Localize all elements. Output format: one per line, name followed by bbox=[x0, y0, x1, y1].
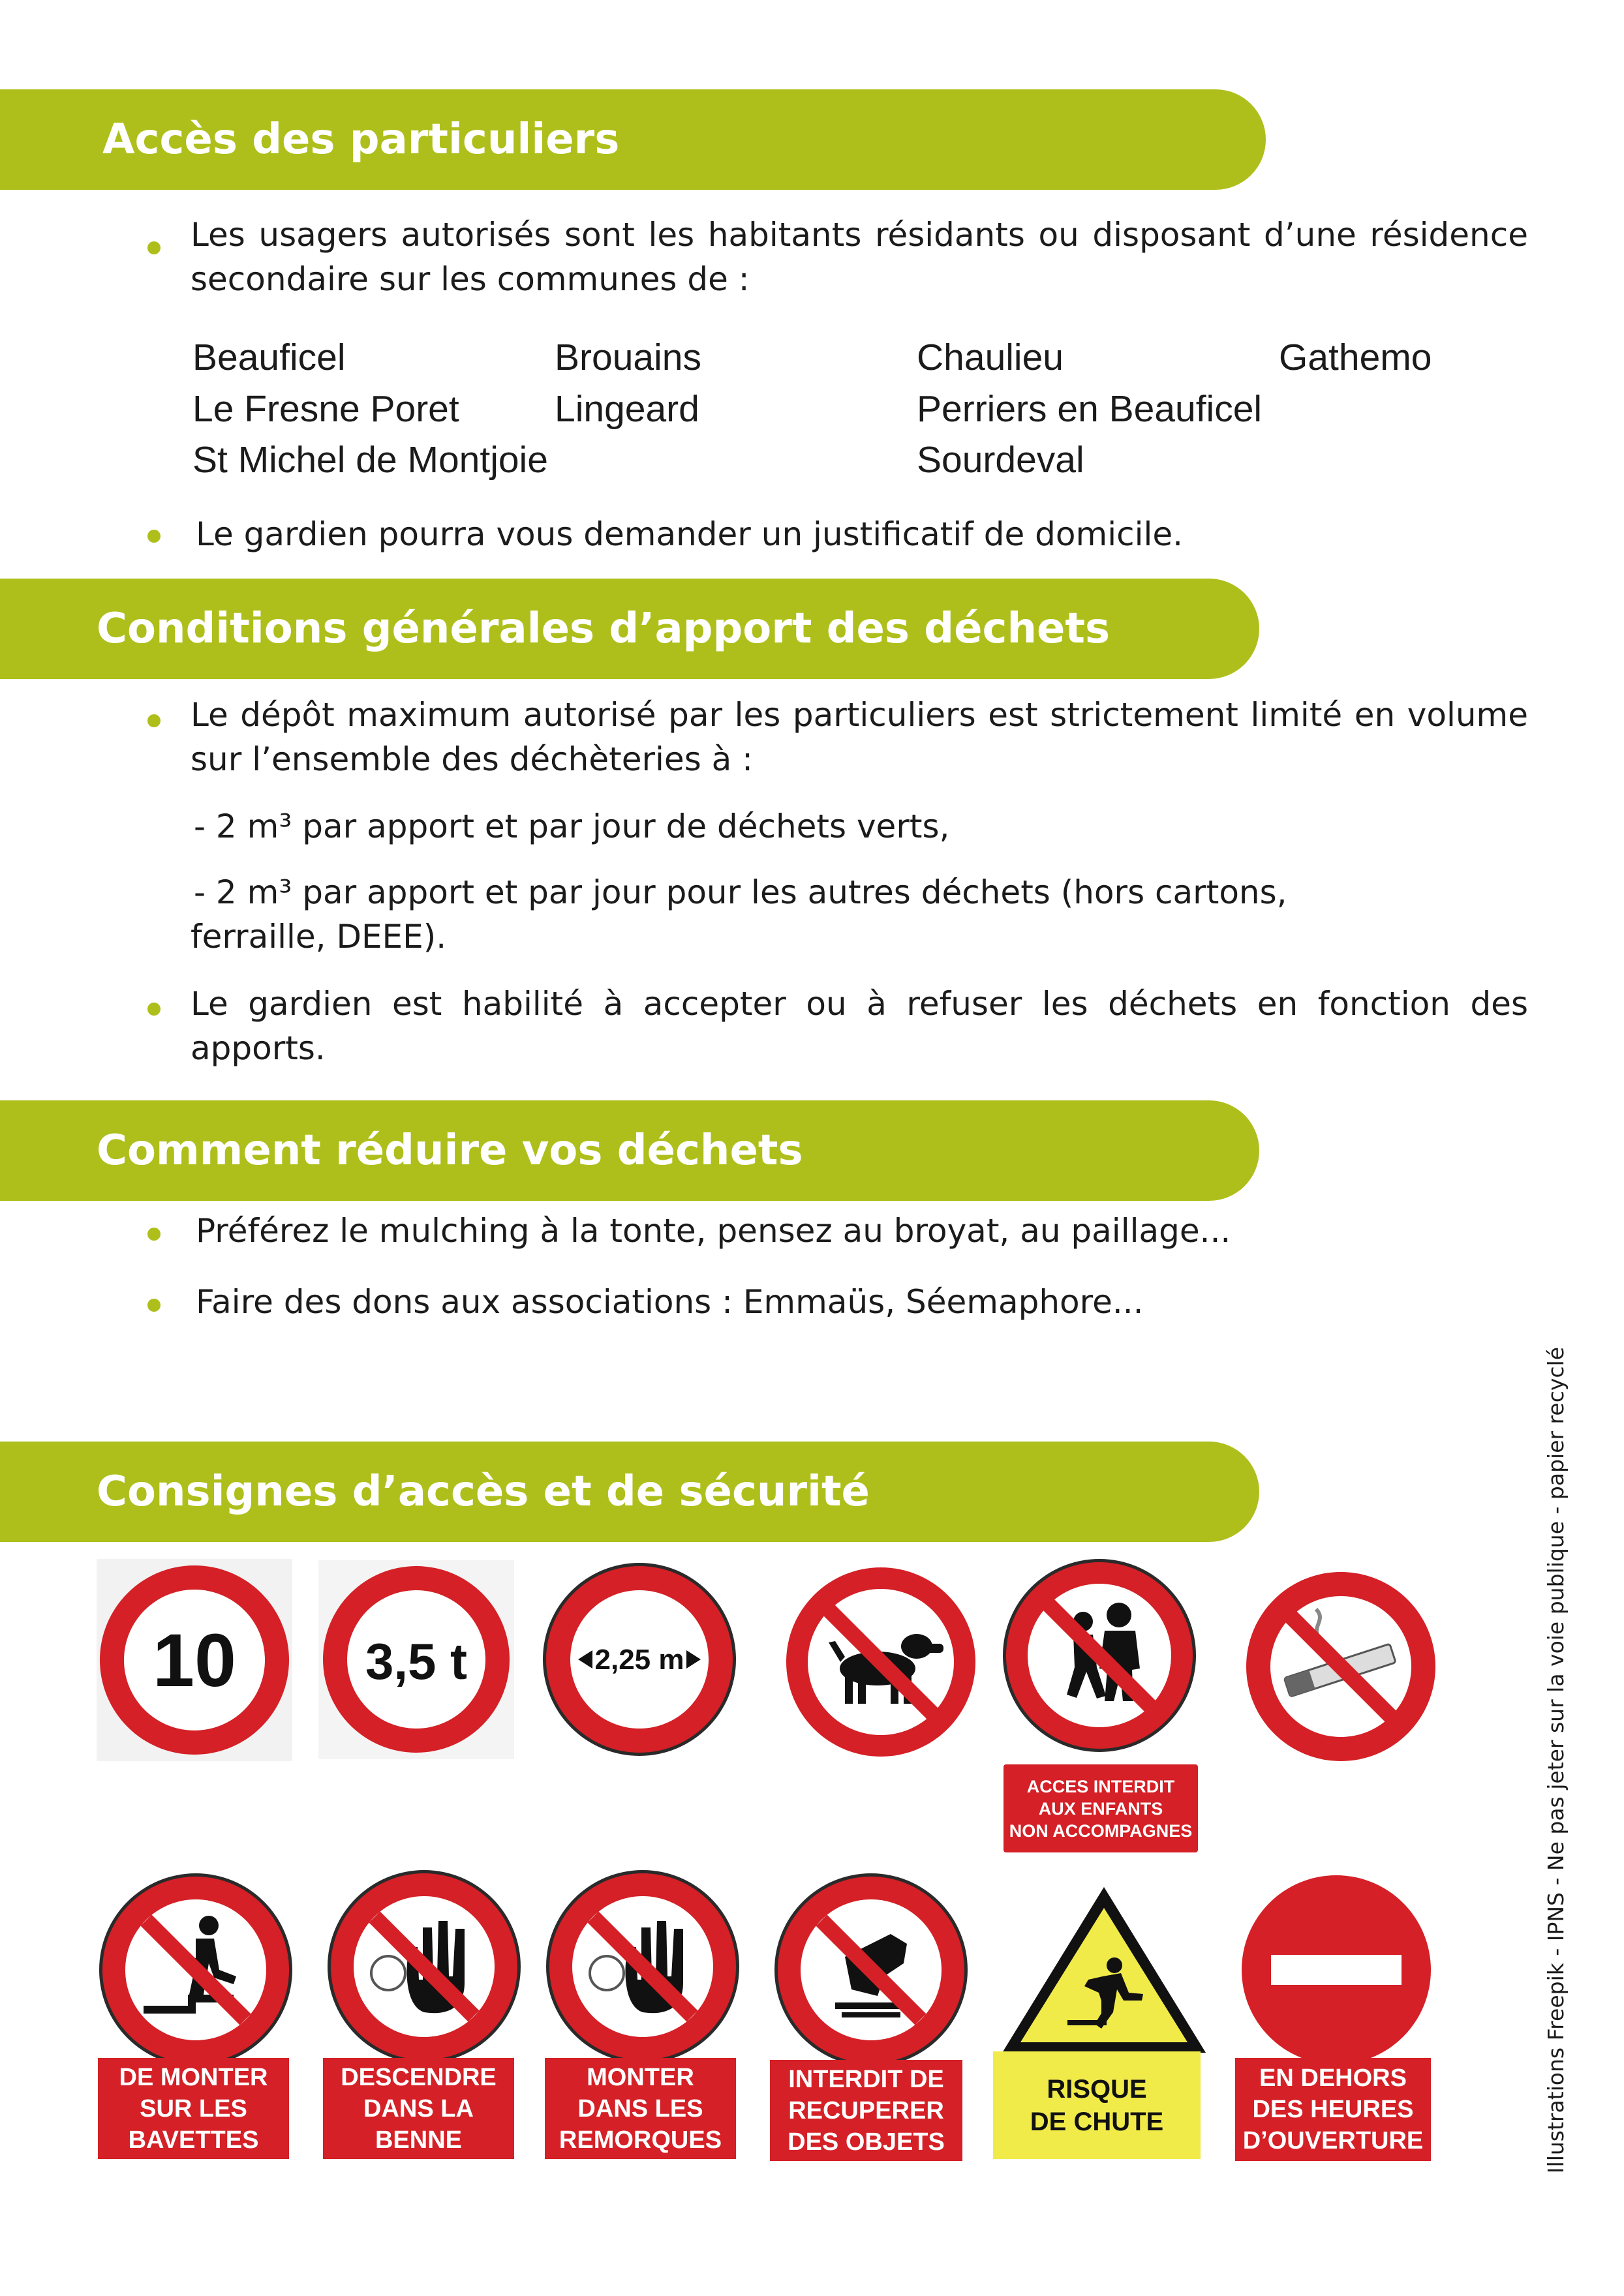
credit-text: Illustrations Freepik - IPNS - Ne pas jeter sur la voie publique - papier recyclé bbox=[1543, 1347, 1569, 2174]
paragraph: Préférez le mulching à la tonte, pensez au broyat, au paillage... bbox=[196, 1212, 1231, 1250]
section-title: Consignes d’accès et de sécurité bbox=[97, 1468, 870, 1516]
no-picking-sign-icon bbox=[773, 1872, 969, 2068]
section-banner-consignes bbox=[0, 1442, 1259, 1542]
sign-label: MONTER DANS LES REMORQUES bbox=[545, 2058, 736, 2159]
sign-label: DE MONTER SUR LES BAVETTES bbox=[98, 2058, 289, 2159]
no-dogs-sign-icon bbox=[783, 1564, 979, 1760]
bullet-icon bbox=[147, 1228, 161, 1241]
no-smoking-sign-icon bbox=[1243, 1569, 1439, 1764]
section-title: Accès des particuliers bbox=[102, 115, 620, 164]
section-title: Conditions générales d’apport des déchets bbox=[97, 605, 1111, 653]
stop-hand-sign-icon bbox=[326, 1869, 522, 2064]
speed-value: 10 bbox=[153, 1619, 236, 1702]
bullet-icon bbox=[147, 714, 161, 727]
no-children-sign-icon bbox=[1002, 1558, 1197, 1753]
commune: Brouains bbox=[555, 337, 701, 378]
commune: St Michel de Montjoie bbox=[192, 439, 548, 481]
commune: Beauficel bbox=[192, 337, 346, 378]
no-climbing-sign-icon bbox=[98, 1872, 294, 2068]
commune: Lingeard bbox=[555, 388, 699, 430]
commune: Sourdeval bbox=[917, 439, 1084, 481]
sign-label: DESCENDRE DANS LA BENNE bbox=[323, 2058, 514, 2159]
volume-line: - 2 m³ par apport et par jour pour les autres déchets (hors cartons, bbox=[194, 873, 1287, 911]
volume-line: - 2 m³ par apport et par jour de déchets verts, bbox=[194, 808, 950, 845]
children-label: ACCES INTERDIT AUX ENFANTS NON ACCOMPAGNES bbox=[1004, 1764, 1198, 1852]
paragraph: Le dépôt maximum autorisé par les particuliers est strictement limité en volume sur l’ensemble des déchèteries à : bbox=[191, 696, 1528, 778]
bullet-icon bbox=[147, 1003, 161, 1016]
stop-hand-sign-icon bbox=[545, 1869, 741, 2064]
weight-value: 3,5 t bbox=[365, 1633, 468, 1690]
fall-hazard-sign-icon bbox=[998, 1882, 1210, 2058]
sign-label: INTERDIT DE RECUPERER DES OBJETS bbox=[770, 2060, 962, 2161]
bullet-icon bbox=[147, 1299, 161, 1312]
bullet-icon bbox=[147, 530, 161, 543]
paragraph: Le gardien est habilité à accepter ou à refuser les déchets en fonction des apports. bbox=[191, 985, 1528, 1067]
commune: Gathemo bbox=[1279, 337, 1432, 378]
paragraph: Les usagers autorisés sont les habitants résidants ou disposant d’une résidence secondaire sur les communes de : bbox=[191, 216, 1528, 298]
weight-limit-sign-icon bbox=[318, 1560, 514, 1759]
speed-limit-sign-icon bbox=[97, 1559, 292, 1761]
commune: Le Fresne Poret bbox=[192, 388, 459, 430]
commune: Chaulieu bbox=[917, 337, 1064, 378]
section-banner-conditions bbox=[0, 579, 1259, 679]
sign-label: EN DEHORS DES HEURES D’OUVERTURE bbox=[1235, 2058, 1431, 2161]
section-banner-reduire bbox=[0, 1100, 1259, 1201]
commune: Perriers en Beauficel bbox=[917, 388, 1263, 430]
volume-line: ferraille, DEEE). bbox=[191, 918, 447, 956]
height-value: 2,25 m bbox=[594, 1644, 684, 1676]
no-entry-sign-icon bbox=[1238, 1872, 1434, 2068]
height-limit-sign-icon bbox=[540, 1560, 739, 1759]
section-banner-acces bbox=[0, 89, 1266, 190]
sign-label: RISQUE DE CHUTE bbox=[993, 2051, 1201, 2159]
bullet-icon bbox=[147, 241, 161, 254]
section-title: Comment réduire vos déchets bbox=[97, 1126, 803, 1175]
paragraph: Le gardien pourra vous demander un justificatif de domicile. bbox=[196, 515, 1184, 553]
paragraph: Faire des dons aux associations : Emmaüs, Séemaphore... bbox=[196, 1283, 1144, 1321]
